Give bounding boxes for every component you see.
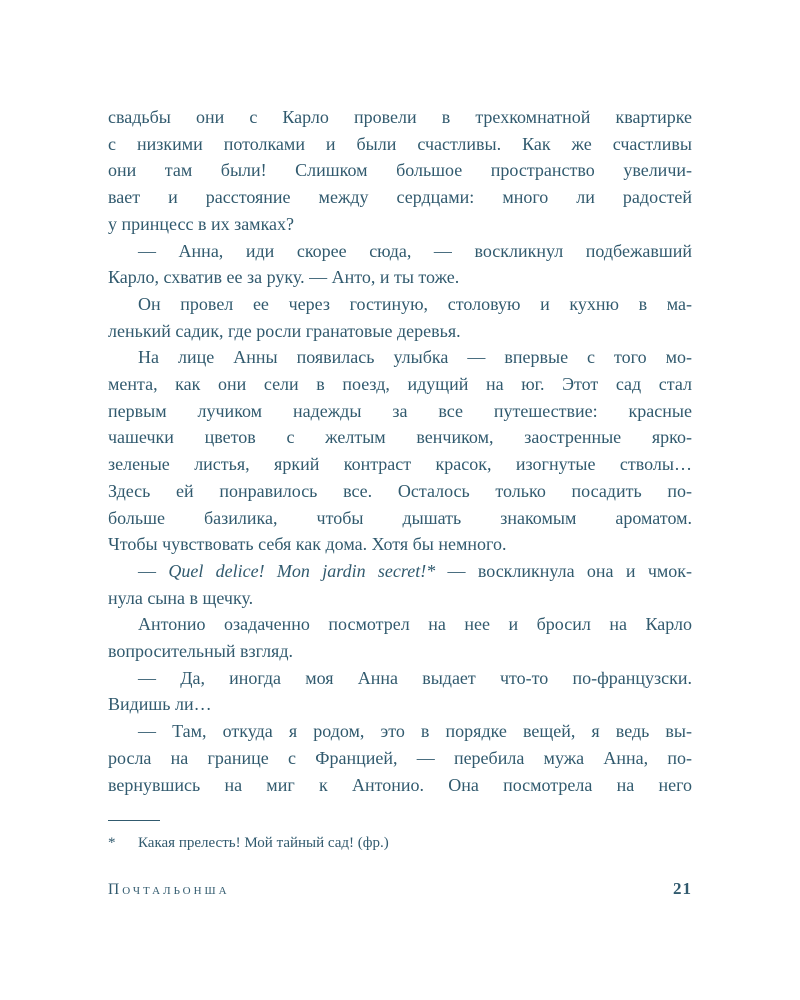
text-segment: они там были! Слишком большое пространство увеличи-	[108, 160, 692, 181]
text-segment: — Там, откуда я родом, это в порядке вещей, я ведь вы-	[138, 721, 692, 742]
text-segment: — воскликнула она и чмок-	[435, 560, 693, 581]
body-text	[108, 104, 692, 798]
text-line	[108, 691, 692, 718]
text-line	[108, 371, 692, 398]
text-line	[108, 398, 692, 425]
text-segment: Карло, схватив ее за руку. — Анто, и ты тоже.	[108, 267, 460, 288]
text-line	[108, 238, 692, 265]
footnote-separator	[108, 820, 160, 821]
text-segment: свадьбы они с Карло провели в трехкомнатной квартирке	[108, 107, 692, 127]
page-footer	[108, 879, 692, 899]
text-segment: — Анна, иди скорее сюда, — воскликнул подбежавший	[138, 240, 692, 261]
text-line	[108, 318, 692, 345]
text-line	[108, 558, 692, 585]
text-line	[108, 638, 692, 665]
text-line	[108, 745, 692, 772]
text-segment: ленький садик, где росли гранатовые деревья.	[108, 320, 461, 341]
text-segment: — Да, иногда моя Анна выдает что-то по-французски.	[138, 667, 692, 688]
text-segment: нула сына в щечку.	[108, 587, 254, 608]
text-line	[108, 505, 692, 532]
text-line	[108, 104, 692, 131]
text-segment: вернувшись на миг к Антонио. Она посмотрела на него	[108, 774, 692, 795]
text-segment: Чтобы чувствовать себя как дома. Хотя бы немного.	[108, 534, 507, 555]
text-line	[108, 611, 692, 638]
text-segment: с низкими потолками и были счастливы. Как же счастливы	[108, 133, 692, 154]
text-line	[108, 184, 692, 211]
text-segment: у принцесс в их замках?	[108, 213, 295, 234]
footnote-text: Какая прелесть! Мой тайный сад! (фр.)	[138, 835, 389, 852]
text-segment: Он провел ее через гостиную, столовую и кухню в ма-	[138, 293, 692, 314]
text-segment: Здесь ей понравилось все. Осталось только посадить по-	[108, 480, 692, 501]
text-line	[108, 131, 692, 158]
text-line	[108, 344, 692, 371]
text-segment: зеленые листья, яркий контраст красок, изогнутые стволы…	[108, 454, 692, 475]
italic-text-segment: Quel delice! Mon jardin secret!*	[168, 560, 436, 581]
text-line	[108, 451, 692, 478]
text-line	[108, 157, 692, 184]
text-segment: чашечки цветов с желтым венчиком, заостренные ярко-	[108, 427, 692, 448]
text-segment: Видишь ли…	[108, 694, 212, 715]
text-line	[108, 424, 692, 451]
text-line	[108, 718, 692, 745]
text-segment: На лице Анны появилась улыбка — впервые с того мо-	[138, 347, 692, 368]
text-line	[108, 264, 692, 291]
text-line	[108, 772, 692, 799]
text-line	[108, 291, 692, 318]
text-segment: Антонио озадаченно посмотрел на нее и бросил на Карло	[138, 614, 692, 635]
text-line	[108, 478, 692, 505]
text-line	[108, 211, 692, 238]
footnote-marker: *	[108, 835, 116, 852]
text-segment: первым лучиком надежды за все путешествие: красные	[108, 400, 692, 421]
book-title: Почтальонша	[108, 881, 230, 899]
text-segment: —	[138, 560, 169, 581]
text-segment: вопросительный взгляд.	[108, 641, 293, 662]
text-line	[108, 585, 692, 612]
text-segment: росла на границе с Францией, — перебила мужа Анна, по-	[108, 747, 692, 768]
text-line	[108, 531, 692, 558]
text-line	[108, 665, 692, 692]
page-number: 21	[673, 879, 692, 899]
text-segment: больше базилика, чтобы дышать знакомым ароматом.	[108, 507, 692, 528]
text-segment: вает и расстояние между сердцами: много ли радостей	[108, 187, 692, 208]
text-segment: мента, как они сели в поезд, идущий на юг. Этот сад стал	[108, 374, 692, 395]
footnote	[108, 833, 692, 853]
